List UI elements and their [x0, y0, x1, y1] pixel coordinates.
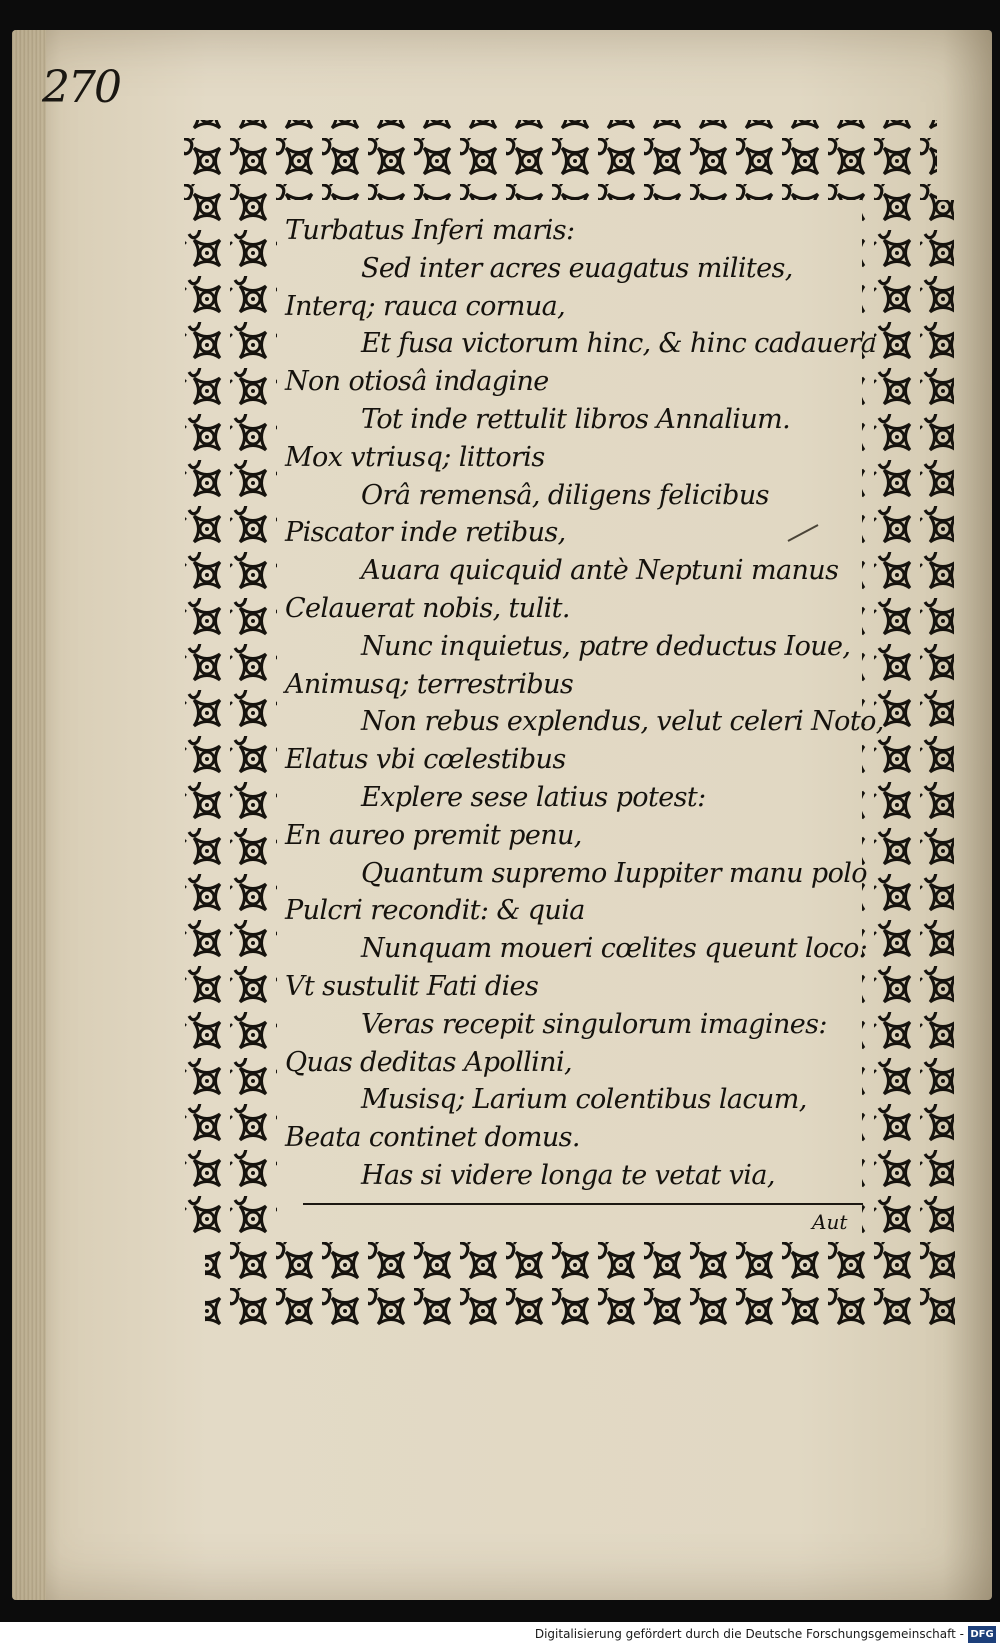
poem-line: Has si videre longa te vetat via, [361, 1159, 775, 1191]
footer-credit: Digitalisierung gefördert durch die Deutsche Forschungsgemeinschaft - [534, 1627, 964, 1641]
poem-line: Et fusa victorum hinc, & hinc cadauera [361, 328, 877, 360]
poem-line: En aureo premit penu, [285, 819, 582, 851]
poem-line: Sed inter acres euagatus milites, [361, 252, 793, 284]
poem-line: Quas deditas Apollini, [285, 1046, 572, 1078]
poem-line: Turbatus Inferi maris: [285, 215, 575, 246]
poem-line: Auara quicquid antè Neptuni manus [361, 555, 839, 587]
poem-line: Nunc inquietus, patre deductus Ioue, [361, 630, 851, 662]
poem-line: Animusq; terrestribus [285, 668, 574, 700]
footer-bar [0, 1622, 1000, 1648]
poem-line: Non rebus explendus, velut celeri Noto, [361, 706, 884, 738]
poem-line: Tot inde rettulit libros Annalium. [361, 403, 791, 435]
poem-line: Pulcri recondit: & quia [285, 895, 585, 927]
poem-line: Quantum supremo Iuppiter manu polo [361, 857, 867, 889]
poem-line: Piscator inde retibus, [285, 517, 566, 549]
poem-line: Celauerat nobis, tulit. [285, 592, 570, 624]
border-top [182, 120, 937, 200]
poem-line: Explere sese latius potest: [361, 781, 706, 813]
poem-line: Elatus vbi cœlestibus [285, 744, 566, 776]
poem-line: Interq; rauca cornua, [285, 290, 566, 322]
poem-line: Beata continet domus. [285, 1122, 580, 1154]
catchword: Aut [812, 1210, 848, 1234]
border-left [185, 200, 277, 1240]
bottom-rule [303, 1203, 863, 1205]
poem-line: Musisq; Larium colentibus lacum, [361, 1084, 807, 1116]
poem-line: Orâ remensâ, diligens felicibus [361, 479, 769, 511]
poem-line: Nunquam moueri cœlites queunt loco: [361, 933, 868, 965]
poem-line: Veras recepit singulorum imagines: [361, 1008, 827, 1040]
poem-line: Vt sustulit Fati dies [285, 970, 539, 1002]
poem-text [285, 212, 884, 1195]
border-bottom [205, 1237, 955, 1327]
page-number: 270 [42, 62, 120, 113]
dfg-logo: DFG [968, 1626, 996, 1643]
poem-line: Non otiosâ indagine [285, 366, 549, 398]
poem-line: Mox vtriusq; littoris [285, 441, 545, 473]
